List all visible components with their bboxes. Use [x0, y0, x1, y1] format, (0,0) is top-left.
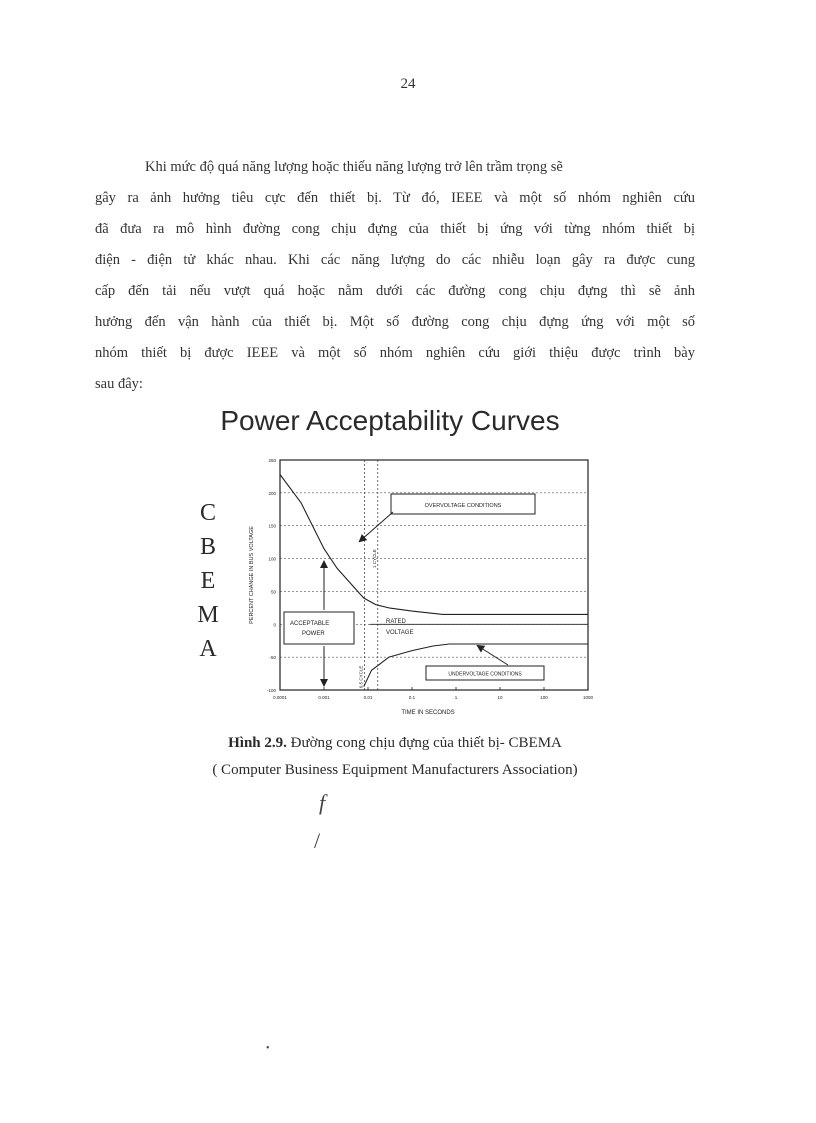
y-tick-label: 50	[270, 589, 276, 595]
acceptable-power-box	[284, 612, 354, 644]
undervoltage-label: UNDERVOLTAGE CONDITIONS	[448, 671, 522, 678]
y-tick-label: 150	[268, 523, 276, 529]
y-tick-label: 250	[268, 458, 276, 463]
caption-text: Đường cong chịu đựng của thiết bị- CBEMA	[286, 735, 562, 751]
x-tick-label: 1000	[582, 695, 594, 700]
x-tick-label: 0.0001	[273, 695, 287, 700]
y-tick-label: -100	[266, 688, 276, 693]
rated-voltage-label: RATED VOLTAGE	[386, 619, 414, 636]
paragraph-line: điện - điện tử khác nhau. Khi các năng lượng do các nhiễu loạn gây ra được cung	[95, 252, 695, 268]
paragraph-line: nhóm thiết bị được IEEE và một số nhóm nghiên cứu giới thiệu được trình bày	[95, 345, 695, 361]
y-tick-label: 0	[273, 622, 276, 628]
x-axis-label: TIME IN SECONDS	[401, 710, 455, 716]
y-tick-label: 200	[268, 490, 276, 496]
x-tick-label: 0.001	[318, 695, 330, 700]
side-letter: E	[200, 568, 216, 594]
x-tick-label: 100	[540, 695, 548, 700]
y-axis-label: PERCENT CHANGE IN BUS VOLTAGE	[249, 526, 255, 624]
figure-caption-line2: ( Computer Business Equipment Manufacturers Association)	[212, 762, 578, 778]
caption-number: Hình 2.9.	[228, 735, 287, 751]
x-tick-label: 0.1	[408, 695, 416, 700]
body-paragraph	[95, 152, 695, 400]
paragraph-line: đã đưa ra mô hình đường cong chịu đựng của thiết bị ứng với từng nhóm thiết bị	[95, 221, 695, 237]
undervoltage-arrow	[478, 646, 508, 665]
side-letters	[193, 496, 223, 666]
x-tick-label: 1	[454, 695, 458, 700]
paragraph-line: sau đây:	[95, 376, 143, 392]
side-letter: M	[197, 602, 219, 628]
y-tick-label: -50	[269, 655, 276, 661]
figure-caption	[0, 735, 790, 752]
paragraph-line: cấp đến tải nếu vượt quá hoặc nằm dưới các đường cong chịu đựng thì sẽ ảnh	[95, 283, 695, 299]
cycle-marker-label: 0.5 CYCLE	[358, 665, 364, 689]
side-letter: A	[199, 636, 217, 662]
stray-mark: /	[314, 828, 321, 853]
chart-title: Power Acceptability Curves	[220, 405, 560, 436]
overvoltage-arrow	[360, 512, 393, 541]
acceptable-power-label: ACCEPTABLE POWER	[290, 621, 330, 637]
cbema-chart	[228, 452, 608, 722]
stray-mark: f	[319, 790, 326, 815]
y-tick-label: 100	[268, 556, 276, 562]
x-tick-label: 0.01	[363, 695, 373, 700]
paragraph-line: hưởng đến vận hành của thiết bị. Một số đường cong chịu đựng ứng với một số	[95, 314, 695, 330]
side-letter: B	[199, 534, 216, 560]
cycle-marker-label: 1 CYCLE	[371, 549, 377, 568]
side-letter: C	[199, 500, 216, 526]
paragraph-line: gây ra ảnh hưởng tiêu cực đến thiết bị. Từ đó, IEEE và một số nhóm nghiên cứu	[95, 190, 695, 206]
stray-mark: •	[266, 1043, 270, 1054]
x-tick-label: 10	[497, 695, 503, 700]
paragraph-line: Khi mức độ quá năng lượng hoặc thiếu năng lượng trở lên trầm trọng sẽ	[145, 159, 563, 175]
overvoltage-label: OVERVOLTAGE CONDITIONS	[424, 503, 502, 509]
page-number: 24	[400, 76, 416, 92]
